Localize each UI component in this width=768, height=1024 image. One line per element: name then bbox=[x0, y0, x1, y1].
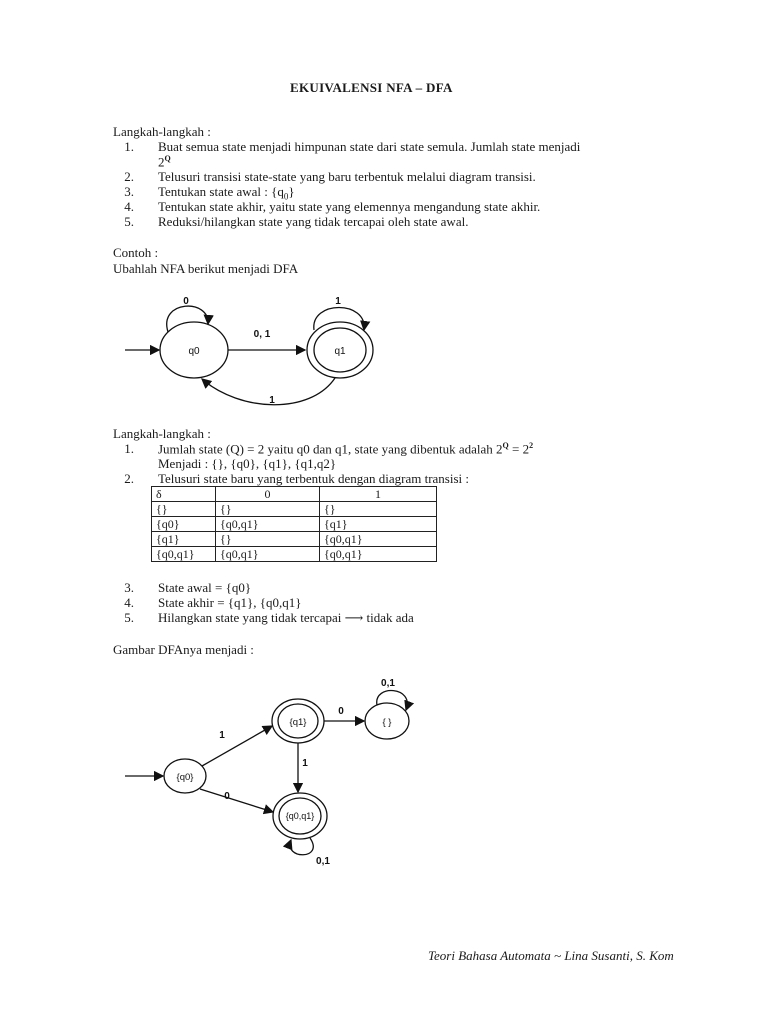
transition-table bbox=[151, 486, 437, 562]
page-footer: Teori Bahasa Automata ~ Lina Susanti, S. Kom bbox=[428, 948, 674, 963]
dfa-state-label: {q0} bbox=[176, 772, 194, 783]
nfa-state-label: q1 bbox=[334, 346, 346, 357]
list-number: 5. bbox=[124, 214, 134, 229]
example-label: Contoh : bbox=[113, 245, 159, 260]
table-cell: {q0,q1} bbox=[320, 547, 437, 562]
list-text: Hilangkan state yang tidak tercapai ⟶ tidak ada bbox=[158, 610, 414, 625]
list-number: 1. bbox=[124, 139, 134, 154]
transition-label: 1 bbox=[335, 296, 341, 307]
list-text: Tentukan state awal : $\{q_0\}$ bbox=[158, 184, 295, 202]
transition-label: 0 bbox=[183, 296, 189, 307]
dfa-caption: Gambar DFAnya menjadi : bbox=[113, 642, 254, 657]
nfa-diagram bbox=[110, 290, 410, 415]
list-number: 2. bbox=[124, 169, 134, 184]
list-text-continuation: Menjadi : {}, {q0}, {q1}, {q1,q2} bbox=[158, 456, 337, 471]
table-cell: {q0,q1} bbox=[216, 517, 320, 532]
list-text: Reduksi/hilangkan state yang tidak tercapai oleh state awal. bbox=[158, 214, 469, 229]
table-cell: {q0,q1} bbox=[216, 547, 320, 562]
table-cell: {q0,q1} bbox=[320, 532, 437, 547]
dfa-state-label: { } bbox=[382, 717, 392, 728]
steps2-heading: Langkah-langkah : bbox=[113, 426, 211, 441]
steps-heading: Langkah-langkah : bbox=[113, 124, 211, 139]
list-number: 5. bbox=[124, 610, 134, 625]
table-header: 0 bbox=[216, 487, 320, 502]
table-cell: {} bbox=[320, 502, 437, 517]
transition-label: 1 bbox=[269, 395, 275, 406]
list-number: 1. bbox=[124, 441, 134, 456]
list-text-continuation: $2^Q$ bbox=[158, 154, 171, 170]
transition-label: 1 bbox=[219, 730, 225, 741]
table-row bbox=[152, 547, 437, 562]
table-cell: {} bbox=[216, 502, 320, 517]
table-header: δ bbox=[152, 487, 216, 502]
dfa-state-label: {q0,q1} bbox=[285, 811, 315, 821]
table-row bbox=[152, 532, 437, 547]
list-text: State akhir = {q1}, {q0,q1} bbox=[158, 595, 302, 610]
table-cell: {} bbox=[152, 502, 216, 517]
list-number: 3. bbox=[124, 184, 134, 199]
transition-label: 0 bbox=[224, 791, 230, 802]
dfa-state-label: {q1} bbox=[289, 717, 307, 728]
table-row bbox=[152, 502, 437, 517]
list-number: 3. bbox=[124, 580, 134, 595]
table-cell: {q0,q1} bbox=[152, 547, 216, 562]
list-text: Telusuri state baru yang terbentuk dengan diagram transisi : bbox=[158, 471, 469, 486]
transition-label: 0,1 bbox=[381, 678, 395, 689]
dfa-diagram bbox=[115, 672, 435, 872]
transition-label: 1 bbox=[302, 758, 308, 769]
table-cell: {q1} bbox=[152, 532, 216, 547]
list-text: Telusuri transisi state-state yang baru terbentuk melalui diagram transisi. bbox=[158, 169, 536, 184]
list-number: 2. bbox=[124, 471, 134, 486]
steps3-list bbox=[118, 580, 678, 625]
transition-label: 0,1 bbox=[316, 856, 330, 867]
table-cell: {} bbox=[216, 532, 320, 547]
nfa-state-label: q0 bbox=[188, 346, 200, 357]
table-cell: {q1} bbox=[320, 517, 437, 532]
page-title: EKUIVALENSI NFA – DFA bbox=[290, 80, 453, 95]
list-text: Jumlah state (Q) = 2 yaitu q0 dan q1, state yang dibentuk adalah $2^Q = 2^2$ bbox=[158, 441, 534, 457]
list-text: Tentukan state akhir, yaitu state yang elemennya mengandung state akhir. bbox=[158, 199, 541, 214]
dfa-loop-empty bbox=[377, 691, 408, 710]
table-cell: {q0} bbox=[152, 517, 216, 532]
dfa-loop-q0q1 bbox=[290, 838, 313, 855]
list-number: 4. bbox=[124, 199, 134, 214]
dfa-edge-q0-q0q1 bbox=[200, 789, 273, 812]
table-row bbox=[152, 517, 437, 532]
steps2-list bbox=[118, 441, 678, 486]
table-header-row bbox=[152, 487, 437, 502]
table-header: 1 bbox=[320, 487, 437, 502]
transition-label: 0, 1 bbox=[253, 329, 271, 340]
example-instruction: Ubahlah NFA berikut menjadi DFA bbox=[113, 261, 299, 276]
dfa-edge-q0-q1 bbox=[202, 726, 272, 766]
list-number: 4. bbox=[124, 595, 134, 610]
list-text: Buat semua state menjadi himpunan state dari state semula. Jumlah state menjadi bbox=[158, 139, 581, 154]
transition-label: 0 bbox=[338, 706, 344, 717]
step-list bbox=[118, 139, 678, 234]
list-text: State awal = {q0} bbox=[158, 580, 252, 595]
